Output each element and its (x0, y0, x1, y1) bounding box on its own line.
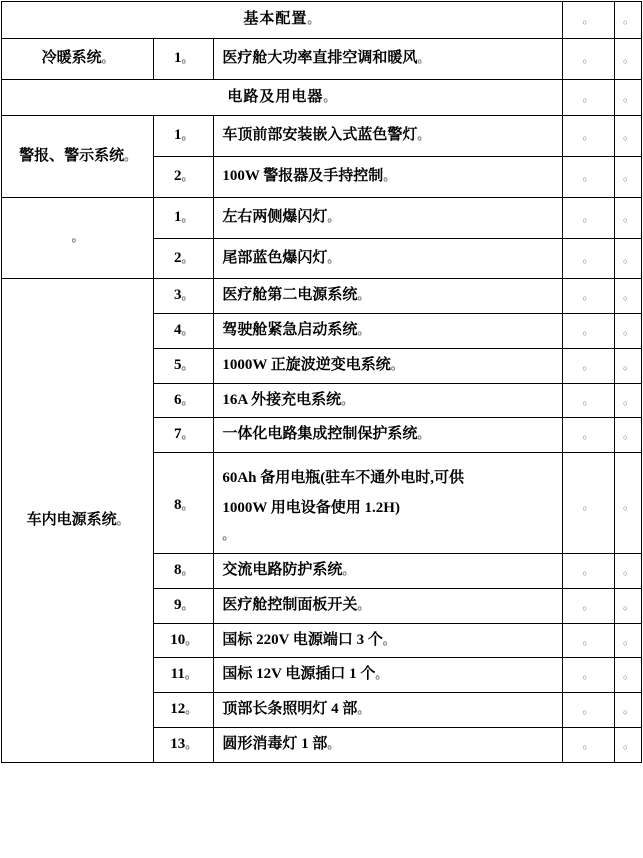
specification-table (1, 1, 642, 763)
mark-glyph: 。 (582, 288, 595, 303)
description-cell (214, 348, 563, 383)
number-label: 1 (174, 208, 182, 225)
table-row (2, 279, 642, 314)
mark-glyph: 。 (582, 392, 595, 407)
quantity-cell (562, 279, 614, 314)
description-cell (214, 383, 563, 418)
description-label: 车顶前部安装嵌入式蓝色警灯 (222, 127, 418, 144)
mark-glyph: 。 (582, 50, 595, 65)
mark-glyph: 。 (582, 736, 595, 751)
description-cell (214, 588, 563, 623)
mark-glyph: 。 (622, 89, 635, 104)
mark-glyph: 。 (307, 12, 321, 26)
number-cell (154, 197, 214, 238)
mark-glyph: 。 (181, 250, 194, 265)
mark-glyph: 。 (181, 427, 194, 442)
number-label: 8 (174, 562, 182, 578)
mark-glyph: 。 (622, 736, 635, 751)
description-cell (214, 623, 563, 658)
mark-glyph: 。 (185, 702, 198, 716)
note-cell (614, 453, 641, 554)
mark-glyph: 。 (582, 209, 595, 224)
mark-glyph: 。 (582, 702, 595, 716)
quantity-cell (562, 554, 614, 589)
mark-glyph: 。 (124, 148, 137, 163)
document-page (0, 1, 643, 858)
mark-glyph: 。 (417, 50, 430, 65)
mark-glyph: 。 (71, 230, 84, 245)
mark-glyph: 。 (582, 357, 595, 372)
note-cell (614, 116, 641, 157)
note-cell (614, 79, 641, 116)
mark-glyph: 。 (383, 169, 396, 183)
quantity-cell (562, 383, 614, 418)
mark-glyph: 。 (181, 128, 194, 143)
mark-glyph: 。 (582, 597, 595, 612)
category-label: 冷暖系统 (41, 49, 102, 66)
mark-glyph: 。 (101, 50, 114, 65)
quantity-cell (562, 658, 614, 693)
description-label: 交流电路防护系统 (222, 562, 343, 578)
mark-glyph: 。 (582, 667, 595, 682)
description-label: 一体化电路集成控制保护系统 (222, 426, 418, 443)
mark-glyph: 。 (622, 128, 635, 143)
mark-glyph: 。 (116, 512, 129, 527)
number-label: 8 (174, 497, 182, 513)
quantity-cell (562, 157, 614, 198)
quantity-cell (562, 453, 614, 554)
mark-glyph: 。 (375, 667, 388, 682)
number-label: 6 (174, 391, 182, 408)
mark-glyph: 。 (582, 632, 595, 647)
section-header-circuit (2, 79, 563, 116)
mark-glyph: 。 (327, 250, 340, 265)
mark-glyph: 。 (181, 357, 194, 372)
note-cell (614, 727, 641, 762)
description-cell (214, 314, 563, 349)
number-label: 7 (174, 426, 182, 443)
mark-glyph: 。 (582, 498, 595, 512)
category-cell (2, 116, 154, 198)
number-cell (154, 383, 214, 418)
mark-glyph: 。 (342, 563, 355, 577)
mark-glyph: 。 (357, 702, 370, 716)
quantity-cell (562, 418, 614, 453)
description-cell (214, 38, 563, 79)
mark-glyph: 。 (327, 736, 340, 751)
note-cell (614, 383, 641, 418)
mark-glyph: 。 (181, 288, 194, 303)
quantity-cell (562, 314, 614, 349)
mark-glyph: 。 (181, 169, 194, 183)
mark-glyph: 。 (582, 89, 595, 104)
quantity-cell (562, 727, 614, 762)
number-cell (154, 588, 214, 623)
quantity-cell (562, 693, 614, 728)
category-cell (2, 279, 154, 762)
mark-glyph: 。 (622, 702, 635, 716)
mark-glyph: 。 (582, 563, 595, 577)
description-label: 顶部长条照明灯 4 部 (222, 701, 358, 717)
description-label: 尾部蓝色爆闪灯 (222, 249, 328, 266)
description-cell (214, 693, 563, 728)
mark-glyph: 。 (181, 50, 194, 65)
number-label: 10 (170, 631, 186, 648)
quantity-cell (562, 197, 614, 238)
description-line-2: 1000W 用电设备使用 1.2H) (222, 500, 400, 516)
number-cell (154, 314, 214, 349)
number-label: 4 (174, 322, 182, 338)
mark-glyph: 。 (357, 597, 370, 612)
note-cell (614, 588, 641, 623)
mark-glyph: 。 (181, 323, 194, 337)
description-label: 驾驶舱紧急启动系统 (222, 322, 358, 338)
quantity-cell (562, 2, 614, 39)
note-cell (614, 658, 641, 693)
description-label: 医疗舱第二电源系统 (222, 287, 358, 304)
number-cell (154, 693, 214, 728)
mark-glyph: 。 (622, 597, 635, 612)
number-cell (154, 38, 214, 79)
mark-glyph: 。 (622, 50, 635, 65)
description-cell (214, 116, 563, 157)
description-label: 医疗舱控制面板开关 (222, 596, 358, 613)
number-label: 2 (174, 168, 182, 184)
mark-glyph: 。 (622, 169, 635, 183)
number-cell (154, 658, 214, 693)
number-label: 5 (174, 356, 182, 373)
number-label: 12 (170, 701, 186, 717)
mark-glyph: 。 (622, 427, 635, 442)
note-cell (614, 238, 641, 279)
mark-glyph: 。 (622, 392, 635, 407)
mark-glyph: 。 (357, 323, 370, 337)
number-label: 13 (170, 735, 186, 752)
mark-glyph: 。 (582, 128, 595, 143)
number-cell (154, 418, 214, 453)
mark-glyph: 。 (622, 632, 635, 647)
note-cell (614, 157, 641, 198)
mark-glyph: 。 (582, 427, 595, 442)
description-cell (214, 197, 563, 238)
mark-glyph: 。 (341, 392, 354, 407)
quantity-cell (562, 79, 614, 116)
mark-glyph: 。 (327, 209, 340, 224)
description-cell (214, 238, 563, 279)
section-header-label: 电路及用电器 (227, 88, 324, 105)
number-cell (154, 453, 214, 554)
mark-glyph: 。 (582, 323, 595, 337)
note-cell (614, 279, 641, 314)
section-header-basic (2, 2, 563, 39)
table-row (2, 197, 642, 238)
mark-glyph: 。 (417, 427, 430, 442)
number-label: 1 (174, 49, 182, 66)
quantity-cell (562, 348, 614, 383)
mark-glyph: 。 (184, 667, 197, 682)
mark-glyph: 。 (417, 128, 430, 143)
quantity-cell (562, 588, 614, 623)
description-label: 国标 220V 电源端口 3 个 (222, 631, 383, 648)
mark-glyph: 。 (622, 288, 635, 303)
mark-glyph: 。 (222, 528, 235, 542)
description-cell (214, 279, 563, 314)
table-row (2, 2, 642, 39)
description-cell (214, 157, 563, 198)
description-label: 1000W 正旋波逆变电系统 (222, 356, 391, 373)
mark-glyph: 。 (582, 12, 595, 26)
number-cell (154, 279, 214, 314)
mark-glyph: 。 (622, 563, 635, 577)
mark-glyph: 。 (390, 357, 403, 372)
number-label: 2 (174, 249, 182, 266)
quantity-cell (562, 238, 614, 279)
note-cell (614, 623, 641, 658)
table-row (2, 79, 642, 116)
description-cell (214, 727, 563, 762)
note-cell (614, 693, 641, 728)
note-cell (614, 348, 641, 383)
note-cell (614, 418, 641, 453)
category-cell (2, 38, 154, 79)
number-cell (154, 554, 214, 589)
description-label: 100W 警报器及手持控制 (222, 168, 384, 184)
description-cell (214, 418, 563, 453)
mark-glyph: 。 (323, 89, 337, 104)
mark-glyph: 。 (622, 323, 635, 337)
mark-glyph: 。 (582, 169, 595, 183)
category-label: 车内电源系统 (26, 511, 117, 528)
mark-glyph: 。 (181, 498, 194, 512)
description-label: 16A 外接充电系统 (222, 391, 342, 408)
mark-glyph: 。 (382, 632, 395, 647)
description-label: 左右两侧爆闪灯 (222, 208, 328, 225)
mark-glyph: 。 (185, 632, 198, 647)
mark-glyph: 。 (622, 250, 635, 265)
note-cell (614, 38, 641, 79)
mark-glyph: 。 (357, 288, 370, 303)
description-label: 圆形消毒灯 1 部 (222, 735, 328, 752)
number-label: 1 (174, 127, 182, 144)
mark-glyph: 。 (622, 498, 635, 512)
table-row (2, 116, 642, 157)
category-label: 警报、警示系统 (19, 147, 125, 164)
quantity-cell (562, 623, 614, 658)
mark-glyph: 。 (582, 250, 595, 265)
number-cell (154, 116, 214, 157)
number-label: 11 (170, 666, 185, 683)
description-cell (214, 453, 563, 554)
number-cell (154, 623, 214, 658)
description-label: 医疗舱大功率直排空调和暖风 (222, 49, 418, 66)
mark-glyph: 。 (622, 667, 635, 682)
mark-glyph: 。 (622, 12, 635, 26)
category-cell-empty (2, 197, 154, 279)
section-header-label: 基本配置 (243, 11, 308, 27)
number-label: 3 (174, 287, 182, 304)
description-line-1: 60Ah 备用电瓶(驻车不通外电时,可供 (222, 470, 464, 486)
mark-glyph: 。 (181, 563, 194, 577)
table-row (2, 38, 642, 79)
description-label: 国标 12V 电源插口 1 个 (222, 666, 376, 683)
number-cell (154, 238, 214, 279)
note-cell (614, 314, 641, 349)
mark-glyph: 。 (181, 209, 194, 224)
mark-glyph: 。 (185, 736, 198, 751)
number-cell (154, 348, 214, 383)
note-cell (614, 197, 641, 238)
number-cell (154, 157, 214, 198)
description-cell (214, 658, 563, 693)
number-label: 9 (174, 596, 182, 613)
number-cell (154, 727, 214, 762)
note-cell (614, 2, 641, 39)
quantity-cell (562, 116, 614, 157)
mark-glyph: 。 (181, 392, 194, 407)
note-cell (614, 554, 641, 589)
quantity-cell (562, 38, 614, 79)
description-cell (214, 554, 563, 589)
mark-glyph: 。 (622, 209, 635, 224)
mark-glyph: 。 (181, 597, 194, 612)
mark-glyph: 。 (622, 357, 635, 372)
